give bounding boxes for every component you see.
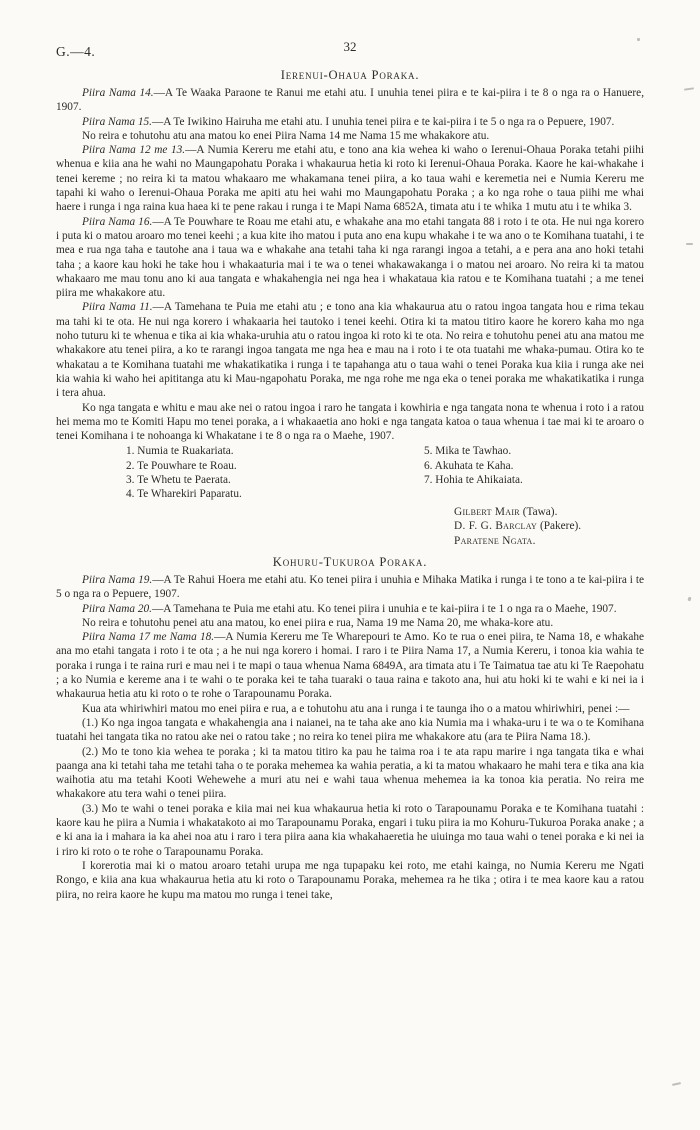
paragraph-lead: Piira Nama 17 me Nama 18.	[82, 631, 215, 644]
paragraph-text: —A Te Waaka Paraone te Ranui me etahi atu. I unuhia tenei piira e te kai-piira i te 8 o nga ra o Hanuere, 1907.	[56, 87, 645, 114]
paragraph-piira-nama-11	[56, 300, 644, 400]
paragraph-lead: Piira Nama 15.	[82, 115, 152, 128]
committee-column-right	[424, 444, 523, 501]
paragraph-finding-1	[56, 716, 644, 745]
list-item: 1. Numia te Ruakariata.	[126, 445, 234, 458]
signature-suffix: .	[532, 535, 536, 548]
signature	[454, 534, 644, 549]
paragraph-text: —A Te Pouwhare te Roau me etahi atu, e whakahe ana mo etahi tangata 88 i roto i te ota. He nui nga korero i puta ki o matou aroaro mo tenei keehi ; a kua kite iho matou i puta ano ena kupu whakahe i te wa ano o te Komihana tuatahi, i te mea e rua nga taha e tautohe ana i taua wa e whakahe ana tetahi taha ki nga rarangi ingoa a tetahi, a e pera ana ano hoki tetahi taha ; a kaore kau hoki he take hou i whakaaturia mai i te wa o tenei whakawakanga i o matou nei aroaro. No reira ki ta matou whakaaro me mau tonu ano ki aua tangata e whakahengia nei nga hea i whakataua kia ratou e te Komihana tuatahi ; a me tenei piira me whakakore atu.	[56, 215, 645, 300]
committee-column-left	[126, 444, 424, 501]
paragraph-piira-nama-15	[56, 115, 644, 129]
paragraph-lead: Piira Nama 14.	[82, 87, 154, 99]
paragraph-text: —A Tamehana te Puia me etahi atu ; e tono ana kia whakaurua atu o ratou ingoa tangata hou e rima tekau ma tahi ki te ota. He nui nga korero i whakaaria hei tautoko i tenei keehi. Otira ki ta matou titiro kaore he korero kaha mo nga noho tuturu ki te whenua e tika ai kia whaka-uruhia atu o ratou ingoa ki roto ki te ota. No reira e tohutohu penei atu ana matou me whakakore atu tenei piira, a ko te rarangi ingoa tangata me nga hea e mau na i roto i te ota tuatahi me whaka-pumau. Otira ko te whakatau a te Komihana tuatahi me whakatikatika i runga i te tapahanga atu o taua wahi o tenei Poraka kua kiia i runga ake nei kia wahia ki waho hei apititanga atu ki Mau-ngapohatu Poraka, me nga rohe me nga eka o tenei poraka me whakatikatika i runga i tera ahua.	[56, 301, 644, 400]
paragraph-text: —A Tamehana te Puia me etahi atu. Ko tenei piira i unuhia e te kai-piira i te 1 o nga ra o Maehe, 1907.	[151, 602, 617, 615]
paragraph-lead: Piira Nama 19.	[82, 574, 153, 586]
signature-name: D. F. G. Barclay	[454, 520, 538, 533]
paragraph-text: No reira e tohutohu atu ana matou ko enei Piira Nama 14 me Nama 15 me whakakore atu.	[82, 129, 490, 142]
page-number: 32	[343, 39, 357, 54]
paragraph-piira-nama-19	[56, 573, 644, 602]
paragraph-text: Kua ata whiriwhiri matou mo enei piira e rua, a e tohutohu atu ana i runga i te taunga iho o a matou whiriwhiri, penei :—	[82, 702, 630, 715]
paragraph-piira-nama-12-13	[56, 143, 644, 214]
list-item: 6. Akuhata te Kaha.	[424, 459, 514, 472]
list-item: 5. Mika te Tawhao.	[424, 445, 512, 458]
paragraph-text: (2.) Mo te tono kia wehea te poraka ; ki ta matou titiro ka pau he taima roa i te ata rapu marire i nga tangata tika e whai paanga ana ki tetahi taha me tetahi taha o te poraka mehemea ka wahia peratia, a ki ta matou whakaaro he mahi tera e tika ana kia waihotia atu ma tetahi Kooti Wehewehe a muri atu nei e wahi taua whenua mehemea ia ka tonoa kia peratia. No reira me whakakore atu tera wahi o tenei piira.	[56, 745, 644, 801]
paragraph-text: No reira e tohutohu penei atu ana matou, ko enei piira e rua, Nama 19 me Nama 20, me whaka-kore atu.	[82, 616, 554, 629]
paragraph-text: —A Te Iwikino Hairuha me etahi atu. I unuhia tenei piira e te kai-piira i te 5 o nga ra o Pepuere, 1907.	[151, 115, 615, 128]
paragraph-lead: Piira Nama 16.	[82, 215, 153, 228]
paragraph-text: —A Numia Kereru me etahi atu, e tono ana kia wehea ki waho o Ierenui-Ohaua Poraka tetahi piihi whenua e kiia ana he wahi no Maungapohatu Poraka i whakaurua hetia ki roto ki Ierenui-Ohaua Poraka. Kaore he kai-whakahe i tenei kereme ; no reira ki ta matou whakaaro me whakamana tenei piira, a ko taua wahi e keremetia nei e Numia Kereru me tapahi ki waho o Ierenui-Ohaua Poraka me apiti atu hei wahi mo Maungapohatu Poraka ; a ko nga rohe o taua piihi me whai haere i runga i nga raina kua haea ki te pene rakau i runga i te Mapi Nama 6852A, timata atu i te whika 1 mutu atu i te whika 3.	[56, 144, 644, 214]
scan-artifact	[686, 243, 693, 245]
signature	[454, 505, 644, 520]
section-title-ierenui: Ierenui-Ohaua Poraka.	[280, 68, 420, 82]
signature-suffix: (Pakere).	[537, 520, 582, 533]
paragraph-komiti-hapu	[56, 401, 644, 444]
paragraph-no-reira-14-15	[56, 129, 644, 143]
paragraph-lead: Piira Nama 11.	[82, 301, 153, 314]
paragraph-text: I korerotia mai ki o matou aroaro tetahi urupa me nga tupapaku kei roto, me etahi kainga, no Numia Kereru me Ngati Rongo, e kiia ana kua whakaurua hetia atu ki roto o Tarapounamu Poraka, mehemea ra he tika ; otira i te mea kaore kau a ratou piira, no reira kaore he kupu ma matou mo runga i tenei take,	[56, 859, 644, 901]
paragraph-text: Ko nga tangata e whitu e mau ake nei o ratou ingoa i raro he tangata i kowhiria e nga tangata nona te whenua i roto i a ratou hei mema mo te Komiti Hapu mo tenei poraka, a i whakaaetia ano hoki e nga tangata katoa o taua whenua i tae mai ki te aroaro o tenei Komihana i te nohoanga ki Whakatane i te 8 o nga ra o Maehe, 1907.	[56, 401, 644, 443]
paragraph-text: —A Numia Kereru me Te Wharepouri te Amo. Ko te rua o enei piira, te Nama 18, e whakahe ana mo etahi tangata i roto i te ota ; a he nui nga korero i homai. I raro i te Piira Nama 17, a Numia Kereru, i tonoa kia wahia te poraka i runga i te raina ruri e mau nei i te mapi o taua whenua Nama 6849A, ara timata atu i Te Taimatua tae atu ki Te Raepohatu ; a ko Numia e kereme ana i te wahi o te poraka kei te taha tuaraki o taua raina e takoto ana, hui atu hoki ki te wahi e ki nei ia i whakaurua hetia atu ki roto o te rohe o Tarapounamu Poraka.	[56, 631, 645, 701]
paragraph-lead: Piira Nama 12 me 13.	[82, 144, 186, 157]
paragraph-piira-nama-14	[56, 86, 644, 115]
list-item: 2. Te Pouwhare te Roau.	[126, 459, 237, 472]
list-item: 4. Te Wharekiri Paparatu.	[126, 488, 242, 501]
paragraph-no-reira-19-20	[56, 616, 644, 630]
paragraph-text: —A Te Rahui Hoera me etahi atu. Ko tenei piira i unuhia e Mihaka Matika i runga i te tono a te kai-piira i te 5 o nga ra o Pepuere, 1907.	[56, 574, 645, 601]
list-item: 3. Te Whetu te Paerata.	[126, 474, 231, 487]
paragraph-lead: Piira Nama 20.	[82, 602, 152, 615]
doc-reference: G.—4.	[56, 44, 96, 59]
signature	[454, 519, 644, 534]
committee-member-list	[56, 444, 644, 501]
paragraph-piira-nama-16	[56, 215, 644, 301]
page-header	[56, 38, 644, 62]
scan-artifact	[637, 38, 640, 41]
paragraph-finding-3	[56, 802, 644, 859]
paragraph-i-korerotia	[56, 859, 644, 902]
signatures-block	[454, 505, 644, 549]
paragraph-finding-2	[56, 745, 644, 802]
signature-name: Gilbert Mair	[454, 505, 520, 518]
paragraph-piira-nama-20	[56, 602, 644, 616]
section-title-kohuru: Kohuru-Tukuroa Poraka.	[272, 555, 428, 569]
paragraph-text: (3.) Mo te wahi o tenei poraka e kiia mai nei kua whakaurua hetia ki roto o Tarapounamu Poraka e te Komihana tuatahi : kaore kau he piira a Numia i whakatakoto ai mo Tarapounamu Poraka, engari i tuku piira ia mo Kohuru-Tukuroa Poraka anake ; a e ki ana ia i mahara ia ka ahei noa atu i raro i tera piira aana kia whakahaeretia he uiuinga mo taua wahi o tenei poraka e ki nei ia i riro ki roto o te rohe o Tarapounamu Poraka.	[56, 802, 644, 858]
signature-name: Paratene Ngata	[454, 535, 533, 548]
scan-artifact	[672, 1082, 681, 1086]
signature-suffix: (Tawa).	[519, 505, 558, 518]
paragraph-piira-nama-17-18	[56, 630, 644, 701]
list-item: 7. Hohia te Ahikaiata.	[424, 474, 523, 487]
paragraph-kua-ata-whiriwhiri	[56, 702, 644, 716]
paragraph-text: (1.) Ko nga ingoa tangata e whakahengia ana i naianei, na te taha ake ano kia Numia ma i whaka-uru i te wa o te Komihana tuatahi hei tangata tika no ratou ake nei o ratou take ; no reira ko tenei piira me whakakore atu (ara te Piira Nama 18.).	[56, 716, 644, 744]
